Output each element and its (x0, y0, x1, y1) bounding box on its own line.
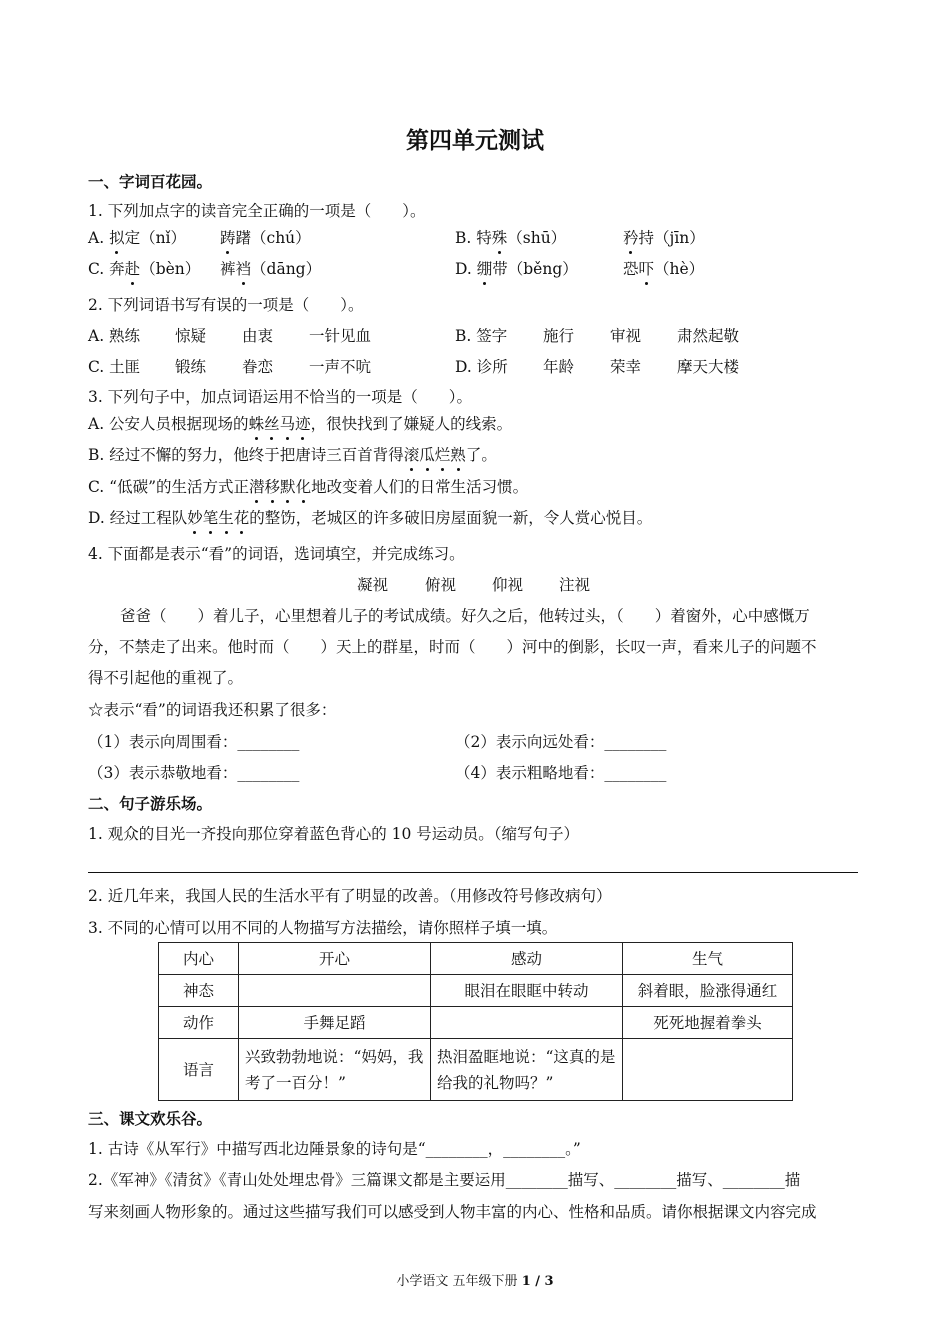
dotted-char: 迹 (295, 415, 311, 433)
q2-option-c-w2: 锻练 (175, 358, 207, 376)
q2-option-a-w1: A. 熟练 (88, 327, 141, 345)
table-header-cell: 感动 (431, 943, 623, 975)
q3-stem: 3. 下列句子中，加点词语运用不恰当的一项是（ ）。 (88, 388, 472, 406)
dotted-char: 熟 (450, 446, 466, 464)
q2-option-a-w2: 惊疑 (175, 327, 207, 345)
s2-q3: 3. 不同的心情可以用不同的人物描写方法描绘，请你照样子填一填。 (88, 919, 558, 937)
q2-option-d-w3: 荣幸 (610, 358, 642, 376)
footer-subject: 小学语文 五年级下册 (396, 1274, 522, 1289)
q2-option-b-w4: 肃然起敬 (677, 327, 740, 345)
q4-para-line1: 爸爸（ ）着儿子，心里想着儿子的考试成绩。好久之后，他转过头，（ ）着窗外，心中感慨万 (120, 607, 810, 625)
section-2-heading: 二、句子游乐场。 (88, 794, 213, 813)
q2-option-d-w2: 年龄 (543, 358, 575, 376)
table-cell: 语言 (159, 1039, 239, 1101)
q1-option-b: B. 特殊（shū） (455, 229, 567, 247)
dotted-char: 矜 (623, 229, 639, 247)
q1-option-c-word2: 裤裆（dāng） (220, 260, 322, 278)
q2-option-a-w4: 一针见血 (309, 327, 372, 345)
q4-extra-4: （4）表示粗略地看：________ (455, 764, 667, 782)
table-cell-blank[interactable] (431, 1007, 623, 1039)
description-table (158, 942, 793, 1101)
dotted-char: 丝 (264, 415, 280, 433)
q3-option-a: A. 公安人员根据现场的蛛丝马迹，很快找到了嫌疑人的线索。 (88, 415, 513, 433)
table-header-cell: 开心 (239, 943, 431, 975)
dotted-phrase (249, 415, 311, 433)
dotted-char: 生 (218, 509, 234, 527)
dotted-char: 移 (264, 478, 281, 496)
table-row (159, 1007, 793, 1039)
q4-word-1: 凝视 (357, 576, 389, 594)
table-row (159, 975, 793, 1007)
dotted-char: 化 (295, 478, 312, 496)
q1-option-d: D. 绷带（běng） (455, 260, 578, 278)
table-cell: 手舞足蹈 (239, 1007, 431, 1039)
dotted-phrase (187, 509, 249, 527)
dotted-char: 赴 (124, 260, 141, 278)
s2-q2: 2. 近几年来，我国人民的生活水平有了明显的改善。（用修改符号修改病句） (88, 887, 612, 905)
q4-extra: ☆表示“看”的词语我还积累了很多： (88, 701, 337, 719)
q4-word-4: 注视 (559, 576, 591, 594)
q4-extra-3: （3）表示恭敬地看：________ (88, 764, 300, 782)
q2-option-d-w1: D. 诊所 (455, 358, 508, 376)
section-3-heading: 三、课文欢乐谷。 (88, 1109, 213, 1128)
dotted-char: 滚 (403, 446, 420, 464)
dotted-char: 烂 (434, 446, 451, 464)
dotted-char: 瓜 (419, 446, 435, 464)
dotted-char: 潜 (249, 478, 265, 496)
q4-word-2: 俯视 (425, 576, 457, 594)
q1-option-a: A. 拟定（nǐ） (88, 229, 187, 247)
dotted-char: 绷 (476, 260, 493, 278)
q1-option-d-word2: 恐吓（hè） (623, 260, 705, 278)
table-cell-blank[interactable] (239, 975, 431, 1007)
dotted-char: 殊 (491, 229, 508, 247)
page-number: 1 / 3 (521, 1274, 554, 1289)
s2-q1: 1. 观众的目光一齐投向那位穿着蓝色背心的 10 号运动员。（缩写句子） (88, 825, 580, 843)
table-cell: 热泪盈眶地说：“这真的是给我的礼物吗？” (431, 1039, 623, 1101)
q4-extra-1: （1）表示向周围看：________ (88, 733, 300, 751)
dotted-char: 笔 (202, 509, 219, 527)
table-header-row (159, 943, 793, 975)
q2-option-b-w2: 施行 (543, 327, 575, 345)
dotted-char: 吓 (638, 260, 655, 278)
table-cell-blank[interactable] (623, 1039, 793, 1101)
q4-stem: 4. 下面都是表示“看”的词语，选词填空，并完成练习。 (88, 545, 465, 563)
s3-q2-line1: 2.《军神》《清贫》《青山处处埋忠骨》三篇课文都是主要运用________描写、________描写、________描 (88, 1171, 801, 1189)
q2-option-b-w3: 审视 (610, 327, 642, 345)
table-cell: 眼泪在眼眶中转动 (431, 975, 623, 1007)
q4-para-line3: 得不引起他的重视了。 (88, 669, 244, 687)
q3-option-b: B. 经过不懈的努力，他终于把唐诗三百首背得滚瓜烂熟了。 (88, 446, 497, 464)
table-cell: 兴致勃勃地说：“妈妈，我考了一百分！” (239, 1039, 431, 1101)
dotted-char: 妙 (187, 509, 203, 527)
q1-option-b-word2: 矜持（jīn） (623, 229, 705, 247)
page-title: 第四单元测试 (406, 127, 544, 154)
q1-option-a-word2: 踌躇（chú） (220, 229, 311, 247)
q2-option-a-w3: 由衷 (242, 327, 274, 345)
dotted-char: 拟 (109, 229, 125, 247)
s3-q1: 1. 古诗《从军行》中描写西北边陲景象的诗句是“________，________。” (88, 1140, 581, 1158)
dotted-phrase (404, 446, 466, 464)
table-header-cell: 内心 (159, 943, 239, 975)
table-header-cell: 生气 (623, 943, 793, 975)
q4-extra-2: （2）表示向远处看：________ (455, 733, 667, 751)
table-cell: 神态 (159, 975, 239, 1007)
s3-q2-line2: 写来刻画人物形象的。通过这些描写我们可以感受到人物丰富的内心、性格和品质。请你根据课文内容完成 (88, 1203, 817, 1221)
page-footer (0, 1271, 950, 1293)
q2-option-d-w4: 摩天大楼 (677, 358, 740, 376)
table-cell: 斜着眼，脸涨得通红 (623, 975, 793, 1007)
table-cell: 动作 (159, 1007, 239, 1039)
table-cell: 死死地握着拳头 (623, 1007, 793, 1039)
dotted-char: 马 (279, 415, 296, 433)
q2-option-c-w3: 眷恋 (242, 358, 274, 376)
q1-stem: 1. 下列加点字的读音完全正确的一项是（ ）。 (88, 202, 426, 220)
q2-option-c-w4: 一声不吭 (309, 358, 372, 376)
q2-option-b-w1: B. 签字 (455, 327, 508, 345)
answer-line (88, 872, 858, 873)
dotted-phrase (249, 478, 311, 496)
dotted-char: 裆 (235, 260, 252, 278)
q2-stem: 2. 下列词语书写有误的一项是（ ）。 (88, 296, 364, 314)
dotted-char: 踌 (220, 229, 236, 247)
table-row (159, 1039, 793, 1101)
q4-para-line2: 分，不禁走了出来。他时而（ ）天上的群星，时而（ ）河中的倒影，长叹一声，看来儿子的问题不 (88, 638, 817, 656)
q1-option-c: C. 奔赴（bèn） (88, 260, 201, 278)
section-1-heading: 一、字词百花园。 (88, 172, 213, 191)
q3-option-c: C. “低碳”的生活方式正潜移默化地改变着人们的日常生活习惯。 (88, 478, 529, 496)
q4-word-3: 仰视 (492, 576, 524, 594)
q2-option-c-w1: C. 土匪 (88, 358, 141, 376)
dotted-char: 蛛 (248, 415, 265, 433)
q3-option-d: D. 经过工程队妙笔生花的整饬，老城区的许多破旧房屋面貌一新，令人赏心悦目。 (88, 509, 653, 527)
dotted-char: 默 (280, 478, 296, 496)
dotted-char: 花 (233, 509, 250, 527)
